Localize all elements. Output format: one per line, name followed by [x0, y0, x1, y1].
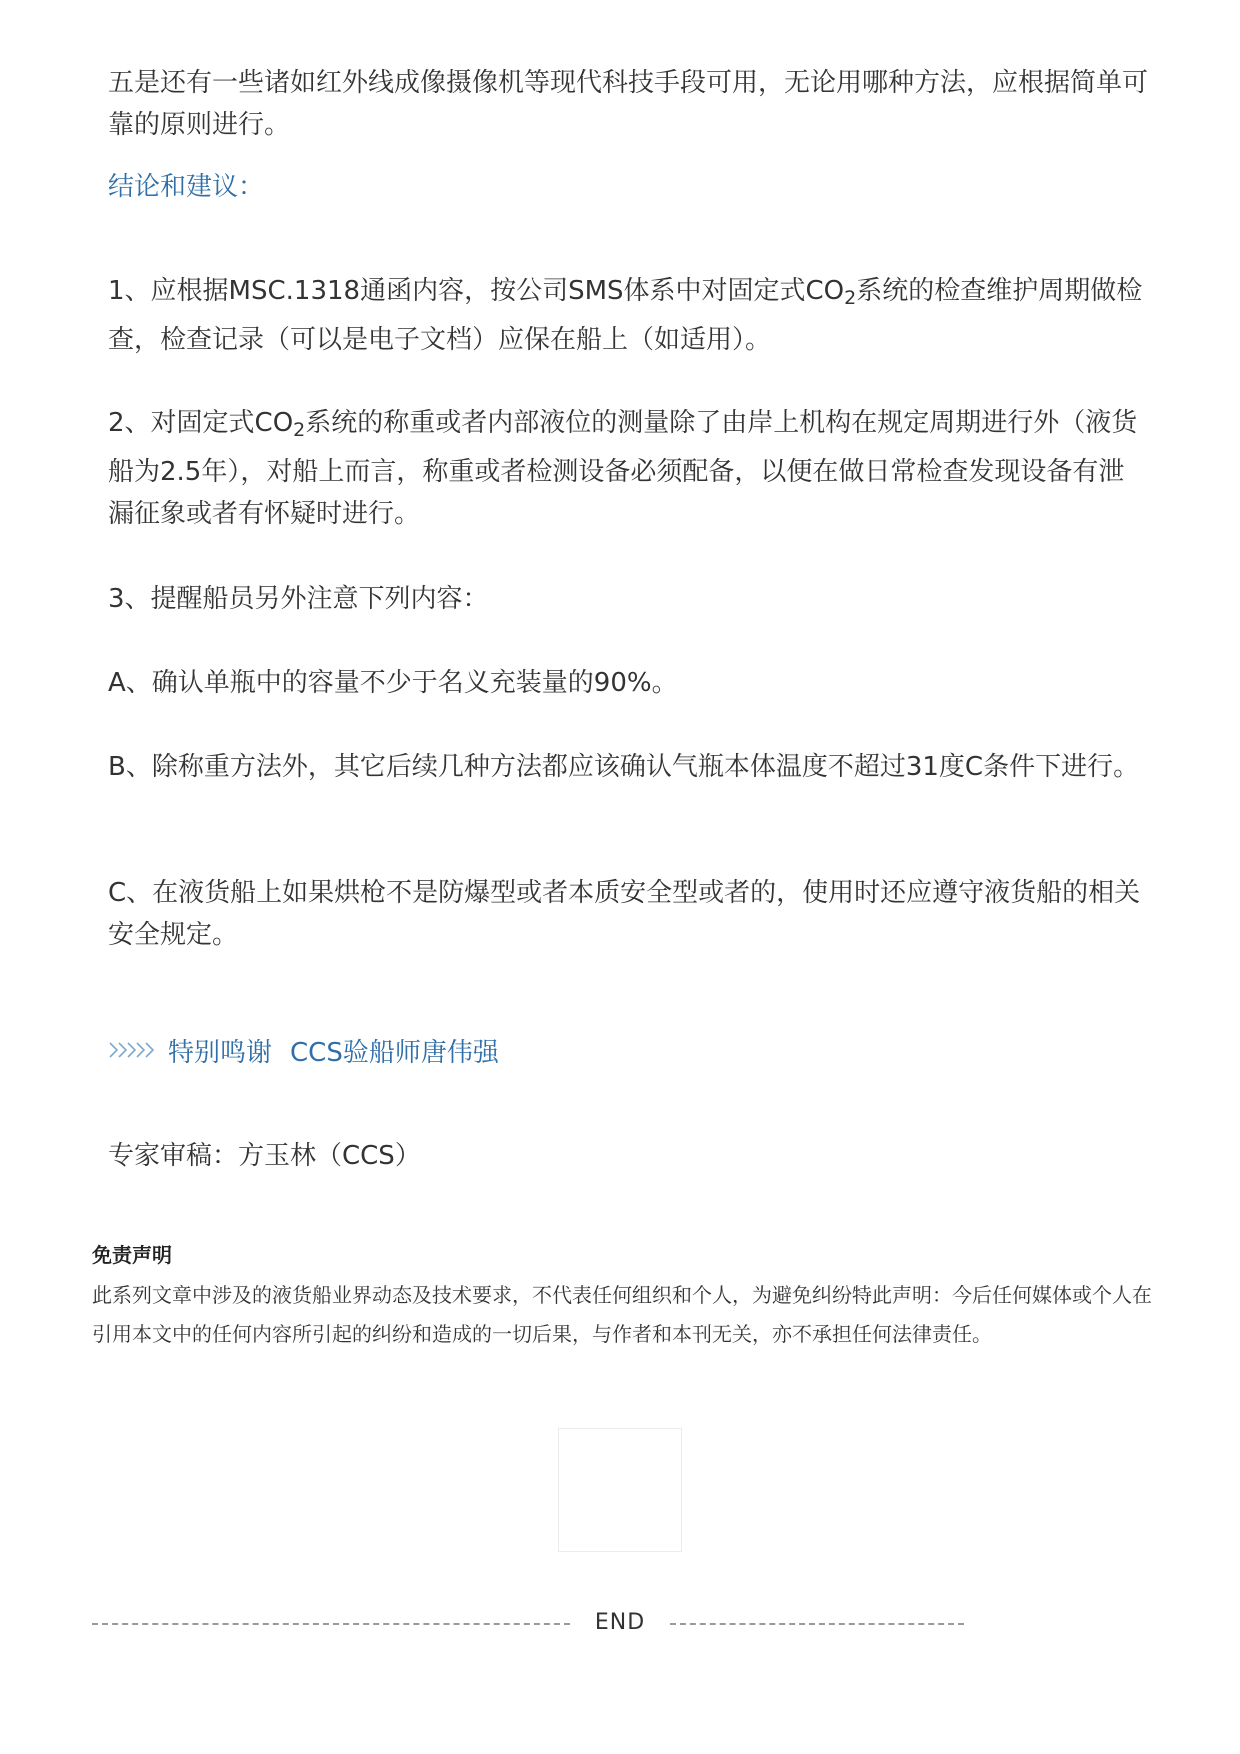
- expert-reviewer: 专家审稿：方玉林（CCS）: [108, 1141, 421, 1171]
- end-divider: [92, 1606, 964, 1640]
- item-2-text-end: 系统的称重或者内部液位的测量除了由岸上机构在规定周期进行外（液货船为2.5年），对船上而言，称重或者检测设备必须配备，以便在做日常检查发现设备有泄漏征象或者有怀疑时进行。: [108, 408, 1138, 529]
- image-placeholder: [558, 1428, 682, 1552]
- disclaimer-title: 免责声明: [92, 1243, 172, 1267]
- recommendation-item-2: [108, 402, 1148, 535]
- item-2-subscript: 2: [293, 419, 306, 441]
- disclaimer-body: 此系列文章中涉及的液货船业界动态及技术要求，不代表任何组织和个人，为避免纠纷特此声明：今后任何媒体或个人在引用本文中的任何内容所引起的纠纷和造成的一切后果，与作者和本刊无关，亦不承担任何法律责任。: [92, 1283, 1152, 1346]
- recommendation-item-1: [108, 270, 1148, 361]
- paragraph-method-five: 五是还有一些诸如红外线成像摄像机等现代科技手段可用，无论用哪种方法，应根据简单可靠的原则进行。: [108, 68, 1149, 140]
- reminder-item-c: C、在液货船上如果烘枪不是防爆型或者本质安全型或者的，使用时还应遵守液货船的相关安全规定。: [108, 878, 1141, 950]
- special-thanks: [108, 1028, 499, 1072]
- special-thanks-name: CCS验船师唐伟强: [290, 1037, 499, 1068]
- special-thanks-label: 特别鸣谢: [168, 1037, 273, 1068]
- end-label: END: [594, 1610, 646, 1635]
- reminder-item-b: B、除称重方法外，其它后续几种方法都应该确认气瓶本体温度不超过31度C条件下进行。: [108, 752, 1140, 782]
- recommendation-item-3: 3、提醒船员另外注意下列内容：: [108, 584, 489, 614]
- reminder-item-a: A、确认单瓶中的容量不少于名义充装量的90%。: [108, 668, 678, 698]
- item-1-subscript: 2: [844, 287, 857, 309]
- item-1-text-end: 系统的检查维护周期做检查，检查记录（可以是电子文档）应保在船上（如适用）。: [108, 276, 1143, 355]
- conclusion-heading: 结论和建议：: [108, 172, 265, 202]
- item-2-text-start: 2、对固定式CO: [108, 408, 294, 438]
- chevrons-right-icon: [108, 1039, 154, 1061]
- divider-line-right: [670, 1623, 964, 1625]
- item-1-text-start: 1、应根据MSC.1318通函内容，按公司SMS体系中对固定式CO: [108, 276, 845, 306]
- divider-line-left: [92, 1623, 570, 1625]
